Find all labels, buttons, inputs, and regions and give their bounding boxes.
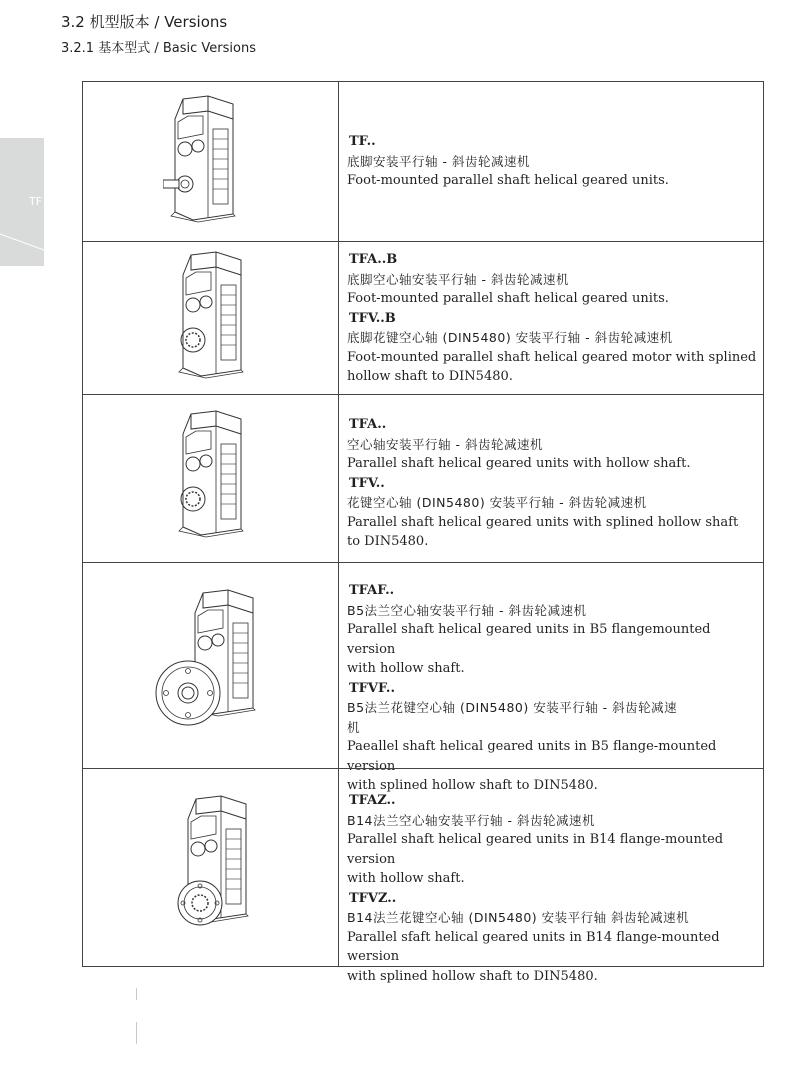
description-zh: 机 <box>347 719 361 735</box>
image-cell <box>83 395 339 562</box>
description-cell <box>347 791 759 986</box>
versions-table <box>82 81 764 984</box>
image-cell <box>83 242 339 394</box>
gear-unit-b14-flange-icon <box>158 791 268 941</box>
description-zh: B5法兰空心轴安装平行轴 - 斜齿轮减速机 <box>347 602 587 618</box>
description-zh: 底脚空心轴安装平行轴 - 斜齿轮减速机 <box>347 271 569 287</box>
description-en: with hollow shaft. <box>347 871 465 886</box>
description-en: Foot-mounted parallel shaft helical geared motor with splined <box>347 349 757 365</box>
description-cell <box>347 581 759 796</box>
side-tab <box>0 138 44 266</box>
model-code: TFA.. <box>349 417 387 432</box>
description-en: Parallel sfaft helical geared units in B14 flange-mounted wersion <box>347 929 720 964</box>
description-en: Parallel shaft helical geared units with hollow shaft. <box>347 456 691 471</box>
description-en: Parallel shaft helical geared units in B5 flangemounted version <box>347 622 711 657</box>
side-tab-label: TF <box>29 195 43 208</box>
description-zh: 花键空心轴 (DIN5480) 安装平行轴 - 斜齿轮减速机 <box>347 495 647 510</box>
gear-unit-hollow-shaft-foot-icon <box>171 250 261 385</box>
description-en: Paeallel shaft helical geared units in B5 flange-mounted version <box>347 739 717 774</box>
image-cell <box>83 82 339 241</box>
description-en: to DIN5480. <box>347 534 429 549</box>
table-row <box>83 562 763 793</box>
description-en: with splined hollow shaft to DIN5480. <box>347 778 598 793</box>
gear-unit-b5-flange-icon <box>153 583 273 743</box>
crop-mark <box>136 1022 137 1044</box>
gear-unit-solid-shaft-icon <box>163 94 253 229</box>
image-cell <box>83 769 339 966</box>
description-zh: 底脚安装平行轴 - 斜齿轮减速机 <box>347 153 530 169</box>
description-en: Parallel shaft helical geared units with splined hollow shaft <box>347 514 739 530</box>
description-zh: 底脚花键空心轴 (DIN5480) 安装平行轴 - 斜齿轮减速机 <box>347 330 673 345</box>
section-heading: 3.2 机型版本 / Versions <box>61 13 228 31</box>
table-row <box>83 768 763 984</box>
model-code: TFV.. <box>349 475 385 491</box>
model-code: TFA..B <box>349 252 398 267</box>
model-code: TFVF.. <box>349 680 395 696</box>
gear-unit-hollow-shaft-icon <box>171 409 261 544</box>
description-zh: 空心轴安装平行轴 - 斜齿轮减速机 <box>347 436 543 452</box>
description-en: Foot-mounted parallel shaft helical geared units. <box>347 173 669 188</box>
image-cell <box>83 563 339 768</box>
table-row <box>83 241 763 394</box>
description-cell <box>347 250 759 387</box>
description-en: Foot-mounted parallel shaft helical geared units. <box>347 291 669 306</box>
description-cell <box>347 132 759 191</box>
model-code: TFV..B <box>349 310 396 326</box>
model-code: TFAZ.. <box>349 793 396 808</box>
model-code: TFVZ.. <box>349 890 397 906</box>
description-cell <box>347 415 759 552</box>
table-row <box>83 394 763 562</box>
description-zh: B14法兰花键空心轴 (DIN5480) 安装平行轴 斜齿轮减速机 <box>347 910 690 925</box>
description-zh: B14法兰空心轴安装平行轴 - 斜齿轮减速机 <box>347 812 595 828</box>
description-en: with splined hollow shaft to DIN5480. <box>347 968 598 984</box>
crop-mark <box>136 988 137 1000</box>
model-code: TF.. <box>349 134 376 149</box>
description-zh: B5法兰花键空心轴 (DIN5480) 安装平行轴 - 斜齿轮减速 <box>347 700 678 715</box>
model-code: TFAF.. <box>349 583 395 598</box>
table-row <box>83 82 763 241</box>
description-en: Parallel shaft helical geared units in B14 flange-mounted version <box>347 832 724 867</box>
description-en: with hollow shaft. <box>347 661 465 676</box>
description-en: hollow shaft to DIN5480. <box>347 369 513 384</box>
subsection-heading: 3.2.1 基本型式 / Basic Versions <box>61 41 256 56</box>
